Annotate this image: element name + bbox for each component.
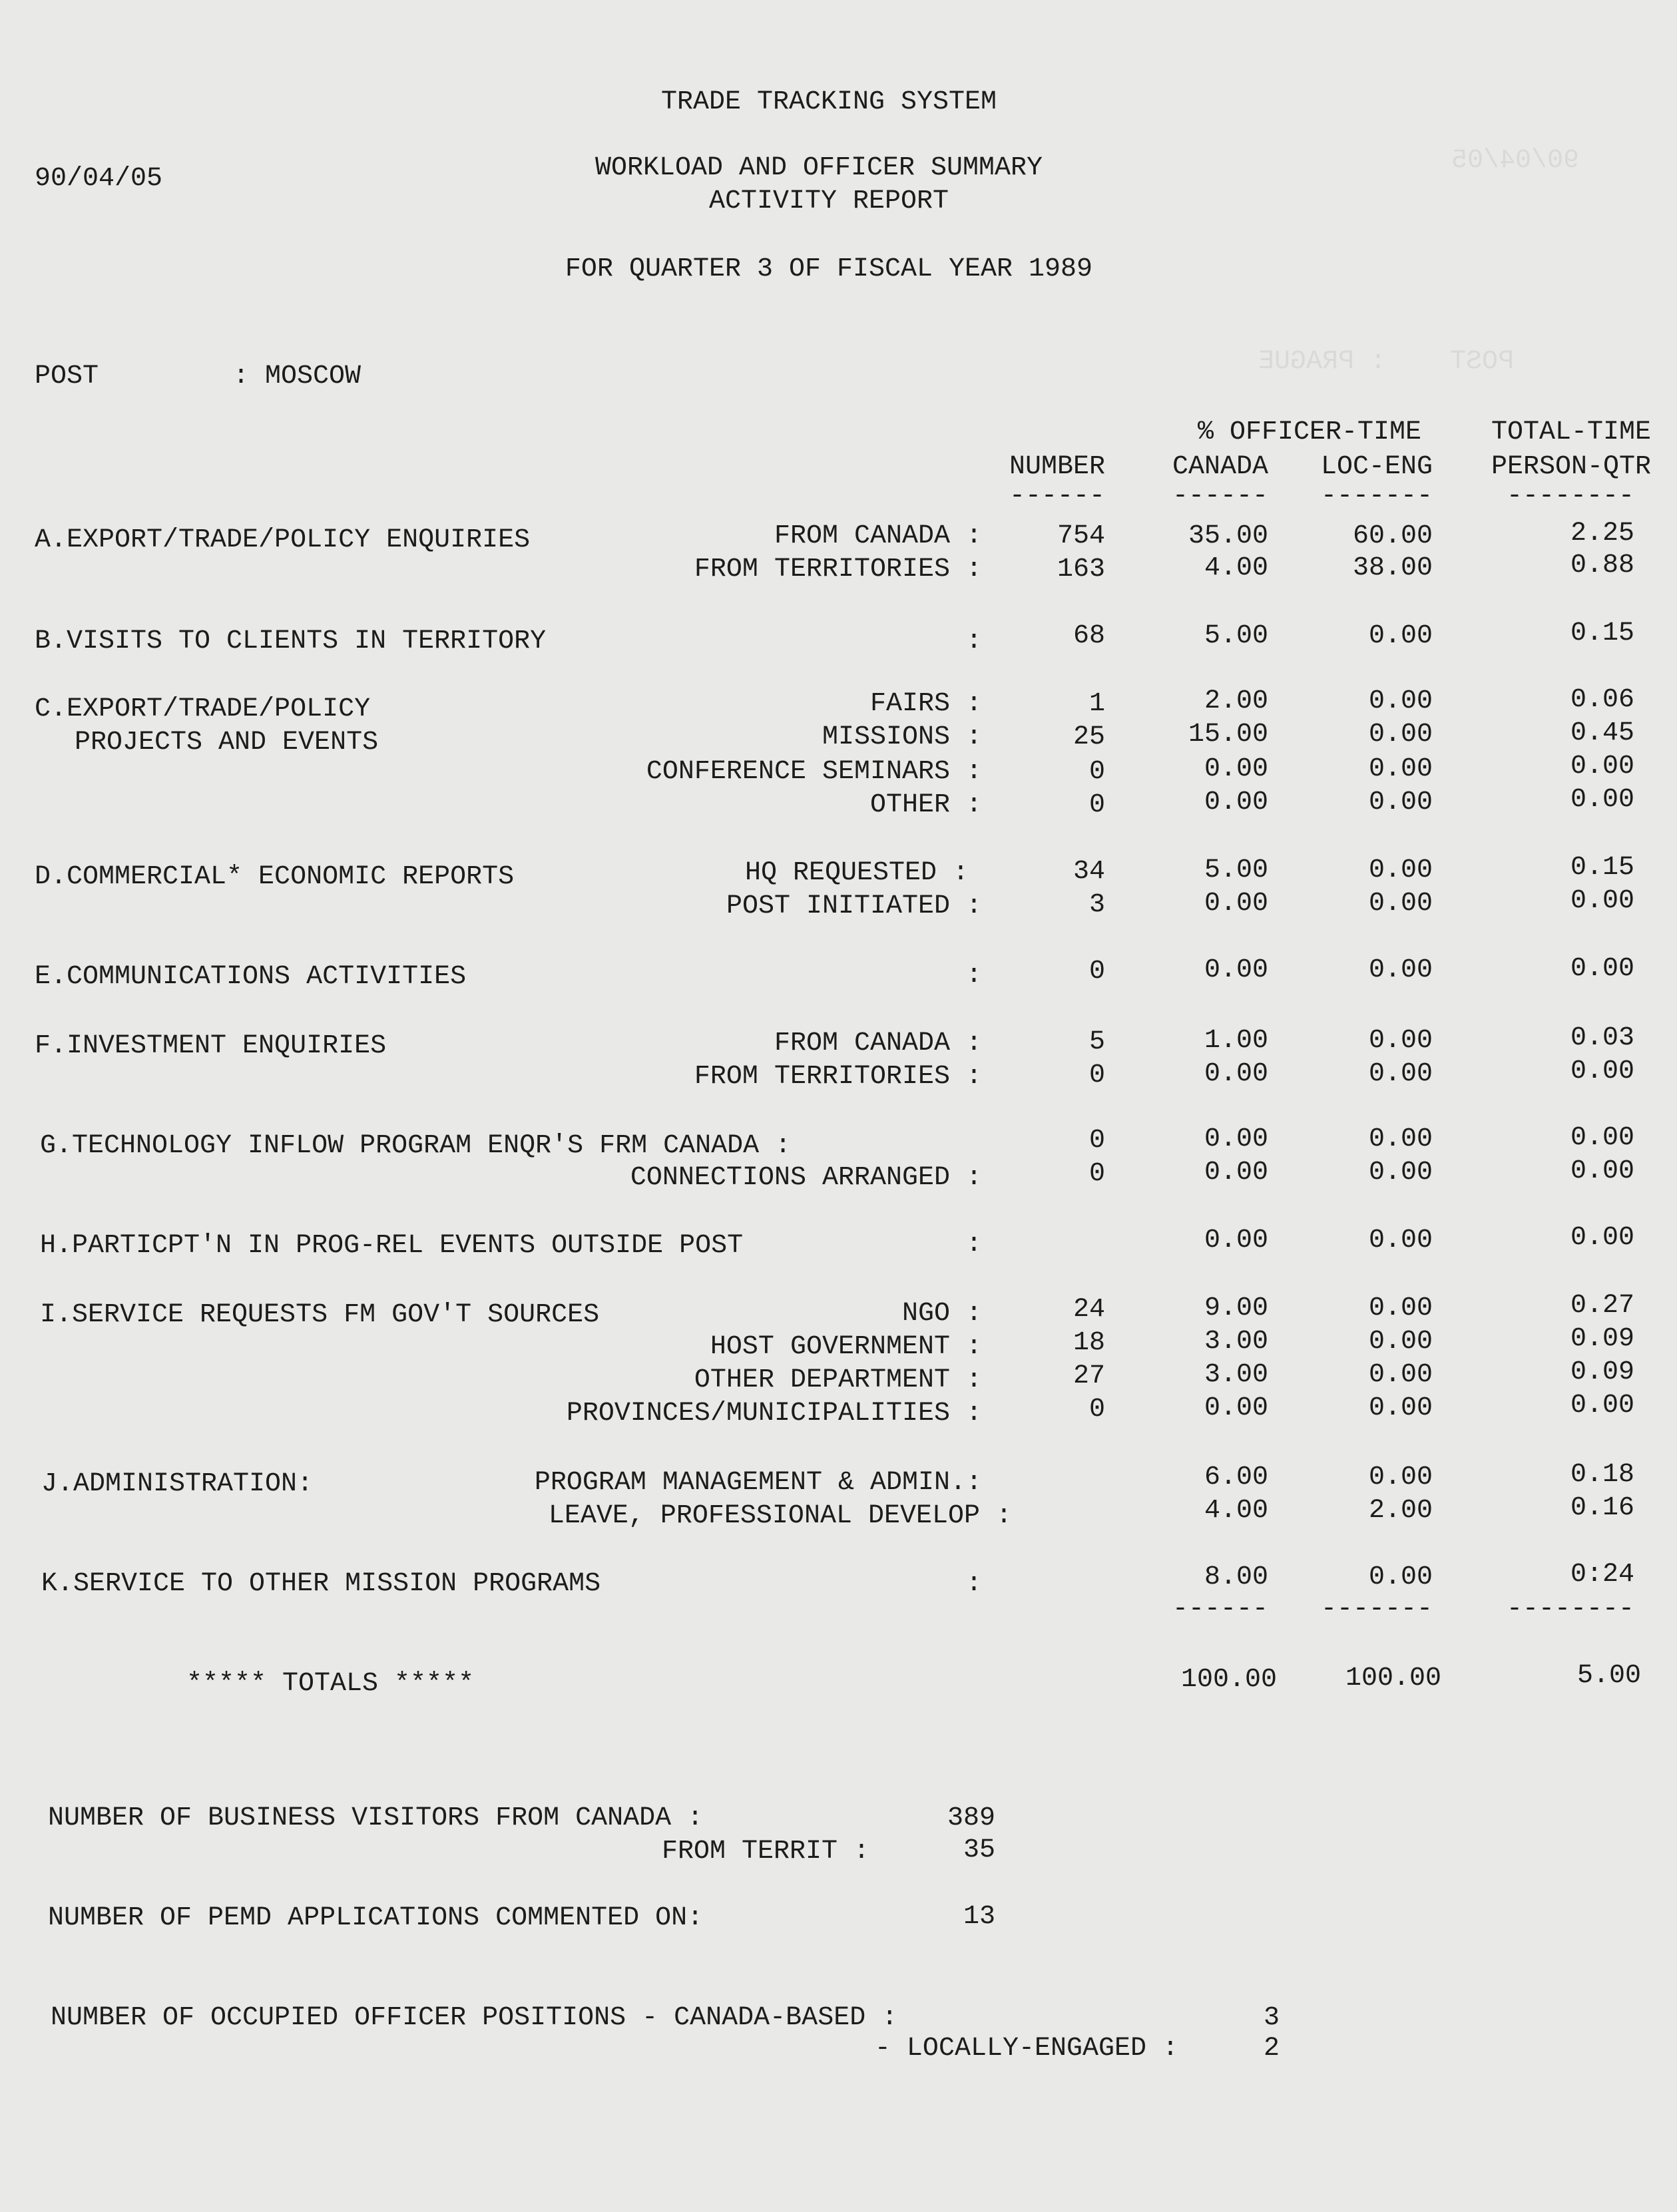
row-sublabel: CONFERENCE SEMINARS : — [646, 757, 982, 787]
cell-number: 25 — [1073, 722, 1105, 752]
row-sublabel: LEAVE, PROFESSIONAL DEVELOP : — [548, 1501, 1012, 1531]
bleed-through-text: 90/04/05 — [1451, 146, 1580, 176]
cell-loceng: 0.00 — [1368, 1293, 1433, 1323]
row-sublabel: FROM TERRITORIES : — [694, 1062, 982, 1092]
cell-person-qtr: 0.00 — [1570, 752, 1634, 781]
cell-loceng: 0.00 — [1368, 621, 1433, 651]
cell-loceng: 0.00 — [1368, 1462, 1433, 1492]
row-sublabel: MISSIONS : — [822, 722, 982, 752]
cell-canada: 0.00 — [1204, 1158, 1268, 1188]
col-header-person-qtr: PERSON-QTR — [1491, 452, 1651, 482]
cell-number: 754 — [1057, 521, 1105, 551]
cell-canada: 1.00 — [1204, 1026, 1268, 1056]
cell-canada: 3.00 — [1204, 1360, 1268, 1390]
visitors-territ-value: 35 — [963, 1835, 995, 1865]
cell-person-qtr: 0.09 — [1570, 1324, 1634, 1354]
cell-loceng: 0.00 — [1368, 1026, 1433, 1056]
col-rule-person-qtr: -------- — [1506, 481, 1634, 511]
row-sublabel: : — [965, 1229, 982, 1259]
cell-number: 0 — [1088, 1395, 1105, 1425]
cell-canada: 0.00 — [1204, 1059, 1268, 1089]
row-sublabel: HQ REQUESTED : — [744, 858, 969, 888]
row-sublabel: FROM CANADA : — [774, 521, 982, 551]
row-sublabel: NGO : — [901, 1299, 982, 1329]
row-label: I.SERVICE REQUESTS FM GOV'T SOURCES — [40, 1300, 600, 1330]
cell-loceng: 2.00 — [1368, 1496, 1433, 1526]
cell-person-qtr: 0.16 — [1570, 1493, 1634, 1523]
totals-label: ***** TOTALS ***** — [186, 1669, 475, 1699]
cell-loceng: 0.00 — [1368, 1360, 1433, 1390]
row-label: A.EXPORT/TRADE/POLICY ENQUIRIES — [35, 525, 531, 555]
cell-loceng: 0.00 — [1368, 1225, 1433, 1255]
cell-canada: 0.00 — [1204, 1124, 1268, 1154]
cell-number: 0 — [1088, 1159, 1105, 1189]
cell-number: 68 — [1073, 621, 1105, 651]
row-sublabel: HOST GOVERNMENT : — [710, 1332, 982, 1362]
visitors-territ-label: FROM TERRIT : — [661, 1837, 869, 1867]
cell-loceng: 0.00 — [1368, 754, 1433, 784]
cell-person-qtr: 0.00 — [1570, 1056, 1634, 1086]
cell-person-qtr: 0.00 — [1570, 886, 1634, 916]
row-label: F.INVESTMENT ENQUIRIES — [35, 1031, 387, 1061]
post-value: : MOSCOW — [233, 361, 361, 391]
positions-label: NUMBER OF OCCUPIED OFFICER POSITIONS - CANADA-BASED : — [51, 2003, 898, 2033]
col-header-number: NUMBER — [1009, 452, 1105, 482]
cell-canada: 5.00 — [1204, 855, 1268, 885]
cell-loceng: 0.00 — [1368, 1562, 1433, 1592]
cell-person-qtr: 0.00 — [1570, 785, 1634, 815]
row-sublabel: : — [965, 1569, 982, 1599]
col-header-canada: CANADA — [1172, 452, 1268, 482]
cell-canada: 0.00 — [1204, 1393, 1268, 1423]
row-sublabel: : — [965, 626, 982, 656]
report-subtitle: ACTIVITY REPORT — [708, 186, 949, 216]
cell-canada: 4.00 — [1204, 1496, 1268, 1526]
report-date: 90/04/05 — [35, 164, 163, 194]
row-sublabel: PROGRAM MANAGEMENT & ADMIN.: — [534, 1468, 982, 1498]
cell-number: 1 — [1088, 689, 1105, 719]
row-label: G.TECHNOLOGY INFLOW PROGRAM ENQR'S FRM CANADA : — [40, 1131, 792, 1161]
totals-rule-loceng: ------- — [1320, 1594, 1433, 1624]
totals-loceng: 100.00 — [1345, 1663, 1441, 1693]
visitors-label: NUMBER OF BUSINESS VISITORS FROM CANADA : — [48, 1803, 704, 1833]
cell-loceng: 0.00 — [1368, 1124, 1433, 1154]
cell-loceng: 0.00 — [1368, 720, 1433, 750]
col-group-officer-time: % OFFICER-TIME — [1197, 417, 1421, 447]
cell-person-qtr: 0.09 — [1570, 1357, 1634, 1387]
cell-canada: 0.00 — [1204, 754, 1268, 784]
row-label: D.COMMERCIAL* ECONOMIC REPORTS — [35, 862, 515, 892]
positions-local-label: - LOCALLY-ENGAGED : — [874, 2034, 1178, 2064]
totals-person-qtr: 5.00 — [1576, 1661, 1641, 1691]
totals-canada: 100.00 — [1180, 1665, 1277, 1695]
cell-loceng: 0.00 — [1368, 855, 1433, 885]
row-sublabel: FROM CANADA : — [774, 1028, 982, 1058]
row-label: PROJECTS AND EVENTS — [75, 728, 379, 758]
row-label: J.ADMINISTRATION: — [41, 1469, 314, 1499]
col-rule-canada: ------ — [1172, 481, 1268, 511]
cell-canada: 3.00 — [1204, 1327, 1268, 1357]
cell-person-qtr: 0.00 — [1570, 1123, 1634, 1153]
cell-loceng: 0.00 — [1368, 1059, 1433, 1089]
cell-person-qtr: 0.00 — [1570, 1391, 1634, 1421]
cell-number: 3 — [1088, 890, 1105, 920]
cell-number: 5 — [1088, 1027, 1105, 1057]
cell-person-qtr: 0.15 — [1570, 853, 1634, 883]
cell-person-qtr: 0.00 — [1570, 1223, 1634, 1253]
cell-number: 34 — [1073, 857, 1105, 887]
col-rule-number: ------ — [1009, 481, 1105, 511]
cell-number: 0 — [1088, 790, 1105, 820]
cell-loceng: 0.00 — [1368, 1327, 1433, 1357]
row-sublabel: CONNECTIONS ARRANGED : — [630, 1163, 982, 1193]
row-sublabel: FAIRS : — [869, 689, 982, 719]
row-label: B.VISITS TO CLIENTS IN TERRITORY — [35, 626, 547, 656]
cell-loceng: 0.00 — [1368, 686, 1433, 716]
row-label: K.SERVICE TO OTHER MISSION PROGRAMS — [41, 1569, 601, 1599]
cell-loceng: 0.00 — [1368, 1158, 1433, 1188]
col-group-total-time: TOTAL-TIME — [1491, 417, 1651, 447]
cell-person-qtr: 2.25 — [1570, 519, 1634, 549]
cell-loceng: 38.00 — [1352, 553, 1433, 583]
cell-person-qtr: 0.00 — [1570, 1156, 1634, 1186]
visitors-canada-value: 389 — [947, 1803, 995, 1833]
cell-person-qtr: 0.18 — [1570, 1460, 1634, 1490]
positions-canada-value: 3 — [1263, 2003, 1280, 2033]
cell-canada: 2.00 — [1204, 686, 1268, 716]
cell-number: 27 — [1073, 1361, 1105, 1391]
row-sublabel: : — [965, 961, 982, 991]
row-sublabel: OTHER DEPARTMENT : — [694, 1365, 982, 1395]
cell-loceng: 0.00 — [1368, 889, 1433, 919]
cell-number: 0 — [1088, 957, 1105, 987]
cell-loceng: 0.00 — [1368, 787, 1433, 817]
cell-person-qtr: 0.27 — [1570, 1291, 1634, 1321]
cell-canada: 0.00 — [1204, 787, 1268, 817]
cell-canada: 15.00 — [1188, 720, 1268, 750]
cell-number: 163 — [1057, 554, 1105, 584]
row-sublabel: OTHER : — [869, 790, 982, 820]
pemd-label: NUMBER OF PEMD APPLICATIONS COMMENTED ON: — [48, 1903, 704, 1933]
cell-canada: 9.00 — [1204, 1293, 1268, 1323]
totals-rule-person-qtr: -------- — [1506, 1594, 1634, 1624]
cell-number: 18 — [1073, 1328, 1105, 1358]
row-label: C.EXPORT/TRADE/POLICY — [35, 694, 371, 724]
cell-canada: 35.00 — [1188, 521, 1268, 551]
col-rule-loceng: ------- — [1320, 481, 1433, 511]
cell-number: 0 — [1088, 1060, 1105, 1090]
row-sublabel: FROM TERRITORIES : — [694, 554, 982, 584]
cell-canada: 5.00 — [1204, 621, 1268, 651]
row-sublabel: POST INITIATED : — [726, 891, 982, 921]
cell-person-qtr: 0:24 — [1570, 1560, 1634, 1590]
cell-loceng: 0.00 — [1368, 955, 1433, 985]
cell-person-qtr: 0.15 — [1570, 618, 1634, 648]
cell-person-qtr: 0.06 — [1570, 685, 1634, 715]
totals-rule-canada: ------ — [1172, 1594, 1268, 1624]
cell-canada: 6.00 — [1204, 1462, 1268, 1492]
cell-number: 0 — [1088, 1126, 1105, 1156]
cell-loceng: 60.00 — [1352, 521, 1433, 551]
report-period: FOR QUARTER 3 OF FISCAL YEAR 1989 — [565, 254, 1093, 284]
row-label: E.COMMUNICATIONS ACTIVITIES — [35, 962, 467, 992]
cell-number: 24 — [1073, 1295, 1105, 1325]
bleed-through-text: POST : PRAGUE — [1258, 347, 1515, 377]
cell-canada: 0.00 — [1204, 955, 1268, 985]
cell-canada: 0.00 — [1204, 889, 1268, 919]
cell-number: 0 — [1088, 757, 1105, 787]
col-header-loceng: LOC-ENG — [1320, 452, 1433, 482]
cell-canada: 0.00 — [1204, 1225, 1268, 1255]
positions-local-value: 2 — [1263, 2034, 1280, 2064]
pemd-value: 13 — [963, 1902, 995, 1932]
cell-canada: 8.00 — [1204, 1562, 1268, 1592]
report-title: WORKLOAD AND OFFICER SUMMARY — [595, 153, 1043, 183]
cell-canada: 4.00 — [1204, 553, 1268, 583]
cell-loceng: 0.00 — [1368, 1393, 1433, 1423]
cell-person-qtr: 0.03 — [1570, 1023, 1634, 1053]
cell-person-qtr: 0.00 — [1570, 954, 1634, 984]
row-label: H.PARTICPT'N IN PROG-REL EVENTS OUTSIDE POST — [40, 1231, 744, 1261]
cell-person-qtr: 0.45 — [1570, 718, 1634, 748]
row-sublabel: PROVINCES/MUNICIPALITIES : — [566, 1399, 982, 1429]
system-title: TRADE TRACKING SYSTEM — [660, 87, 997, 117]
cell-person-qtr: 0.88 — [1570, 551, 1634, 580]
post-label: POST — [35, 361, 99, 391]
